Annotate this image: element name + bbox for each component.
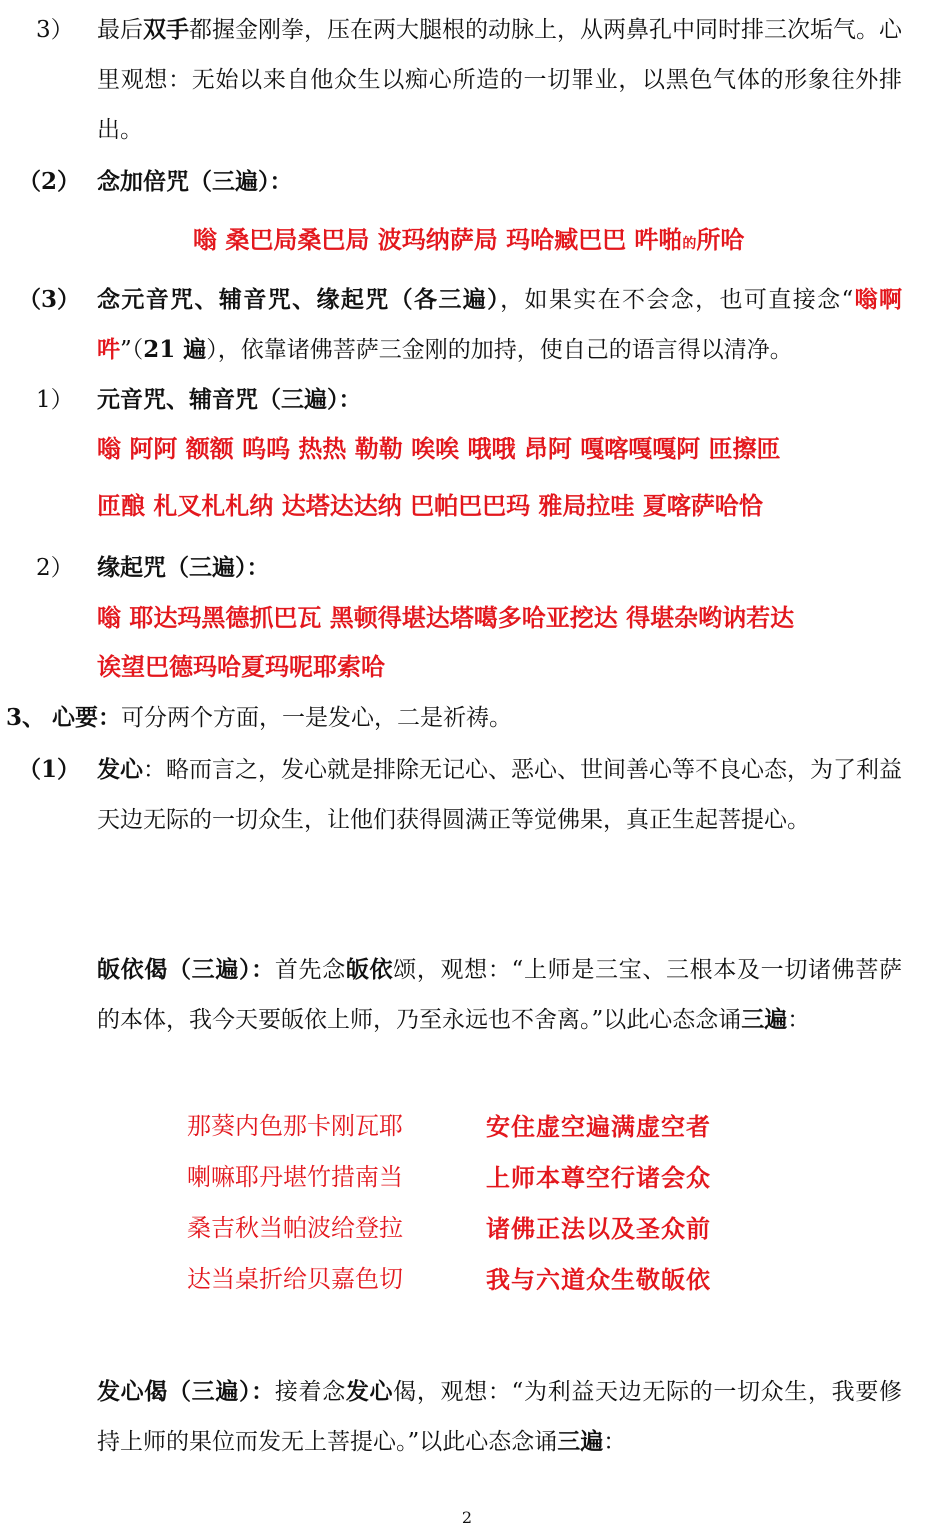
mantra-line: 嗡 耶达玛黑德抓巴瓦 黑顿得堪达塔噶多哈亚挖达 得堪杂哟讷若达 xyxy=(97,603,795,632)
verse-translation: 上师本尊空行诸会众 xyxy=(486,1163,711,1192)
verse-translation: 诸佛正法以及圣众前 xyxy=(486,1214,711,1243)
verse-translation: 我与六道众生敬皈依 xyxy=(486,1265,711,1294)
sub-heading: 元音咒、辅音咒（三遍）： xyxy=(97,386,362,413)
bodhicitta-paragraph: 发心偈（三遍）：接着念发心偈，观想：“为利益天边无际的一切众生，我要修持上师的果位而发无上菩提心。”以此心态念诵三遍： xyxy=(97,1378,903,1455)
mantra-line: 匝酿 札叉札札纳 达塔达达纳 巴帕巴巴玛 雅局拉哇 夏喀萨哈恰 xyxy=(97,491,763,520)
section-heading: 念加倍咒（三遍）： xyxy=(97,168,293,195)
section-number: （1） xyxy=(18,756,81,783)
section-number: （2） xyxy=(18,168,81,195)
sub-heading: 缘起咒（三遍）： xyxy=(97,554,270,581)
verse-line: 达当桌折给贝嘉色切 xyxy=(187,1265,403,1293)
verse-line: 桑吉秋当帕波给登拉 xyxy=(187,1214,403,1242)
sub-number: 1） xyxy=(36,387,74,413)
sub-number: 2） xyxy=(36,555,74,581)
mantra-line: 嗡 阿阿 额额 呜呜 热热 勒勒 唉唉 哦哦 昂阿 嘎喀嘎嘎阿 匝擦匝 xyxy=(97,434,781,463)
part-number: 3、 xyxy=(6,704,46,731)
mantra-line: 诶望巴德玛哈夏玛呢耶索哈 xyxy=(97,652,385,681)
step-3-paragraph: 最后双手都握金刚拳，压在两大腿根的动脉上，从两鼻孔中同时排三次垢气。心里观想：无始以来自他众生以痴心所造的一切罪业，以黑色气体的形象往外排出。 xyxy=(97,16,902,143)
refuge-paragraph: 皈依偈（三遍）：首先念皈依颂，观想：“上师是三宝、三根本及一切诸佛菩萨的本体，我今天要皈依上师，乃至永远也不舍离。”以此心态念诵三遍： xyxy=(97,956,903,1033)
step-number: 3） xyxy=(36,17,74,43)
verse-line: 喇嘛耶丹堪竹措南当 xyxy=(187,1163,403,1191)
page-number: 2 xyxy=(461,1508,473,1527)
verse-line: 那葵内色那卡刚瓦耶 xyxy=(187,1112,403,1140)
part-heading: 心要：可分两个方面，一是发心，二是祈祷。 xyxy=(52,704,512,731)
mantra-line: 嗡 桑巴局桑巴局 波玛纳萨局 玛哈臧巴巴 吽啪的所哈 xyxy=(193,225,745,254)
section-number: （3） xyxy=(18,286,81,313)
section-paragraph: 念元音咒、辅音咒、缘起咒（各三遍），如果实在不会念，也可直接念“嗡啊吽”（21 遍），依靠诸佛菩萨三金刚的加持，使自己的语言得以清净。 xyxy=(97,286,903,363)
section-paragraph: 发心：略而言之，发心就是排除无记心、恶心、世间善心等不良心态，为了利益天边无际的一切众生，让他们获得圆满正等觉佛果，真正生起菩提心。 xyxy=(97,756,902,833)
verse-translation: 安住虚空遍满虚空者 xyxy=(486,1112,711,1141)
